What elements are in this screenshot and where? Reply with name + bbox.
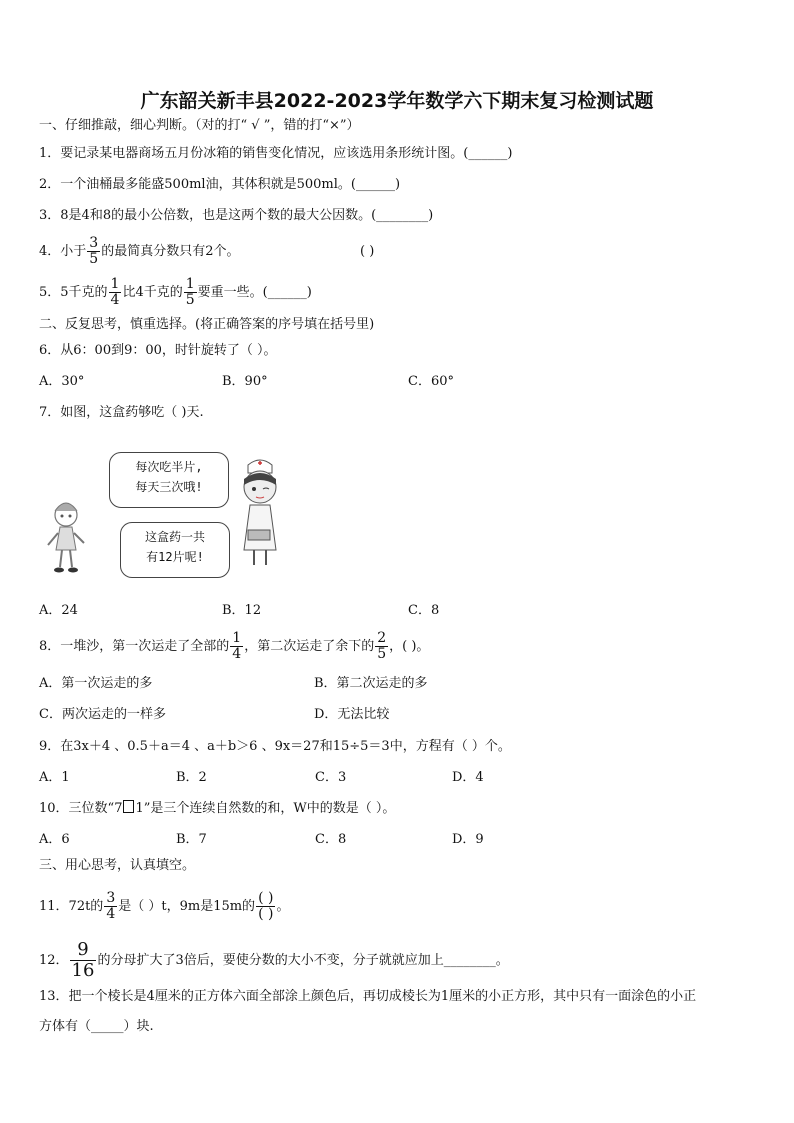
section-1-heading: 一、仔细推敲，细心判断。（对的打“ √ ”，错的打“×”） <box>39 118 360 133</box>
q6-option-b: B．90° <box>222 374 268 389</box>
q5-text-b: 比4千克的 <box>122 285 183 300</box>
q8-option-a: A．第一次运走的多 <box>39 676 153 691</box>
q6-option-c: C．60° <box>408 374 454 389</box>
nurse-figure <box>230 455 290 570</box>
question-4 <box>39 234 239 270</box>
q11-fraction-blank: $\frac{( )}{( )}$ <box>258 890 274 922</box>
q4-text-b: 的最简真分数只有2个。 <box>101 244 240 259</box>
q8-text-b: ，第二次运走了余下的 <box>244 639 375 654</box>
q7-option-c: C．8 <box>408 603 440 618</box>
q4-answer-blank: ( ) <box>360 244 375 259</box>
bubble1-line1: 每次吃半片, <box>135 460 203 474</box>
speech-bubble-child <box>120 522 230 578</box>
question-11 <box>39 889 289 925</box>
q7-option-b: B．12 <box>222 603 262 618</box>
bubble2-line2: 有12片呢! <box>146 550 204 564</box>
q10-option-b: B．7 <box>176 832 207 847</box>
q10-option-c: C．8 <box>315 832 347 847</box>
q5-fraction-1: $\frac{1}{4}$ <box>110 276 120 308</box>
question-10 <box>39 800 395 818</box>
q9-option-a: A．1 <box>39 770 70 785</box>
q11-text-a: 11．72t的 <box>39 899 104 914</box>
q10-option-a: A．6 <box>39 832 70 847</box>
q8-option-c: C．两次运走的一样多 <box>39 707 166 722</box>
question-3: 3．8是4和8的最小公倍数，也是这两个数的最大公因数。(________) <box>39 208 434 223</box>
question-9: 9．在3x＋4 、0.5＋a＝4 、a＋b＞6 、9x＝27和15÷5＝3中，方程有（ ）个。 <box>39 739 511 754</box>
section-3-heading: 三、用心思考，认真填空。 <box>39 858 196 873</box>
q10-text-a: 10．三位数“7 <box>39 801 123 816</box>
q9-option-b: B．2 <box>176 770 207 785</box>
question-1: 1．要记录某电器商场五月份冰箱的销售变化情况，应该选用条形统计图。(______) <box>39 146 513 161</box>
child-figure <box>40 455 100 580</box>
q12-fraction: $\frac{9}{16}$ <box>71 939 95 981</box>
bubble1-line2: 每天三次哦! <box>135 480 203 494</box>
q11-text-c: 。 <box>276 899 290 914</box>
q10-option-d: D．9 <box>452 832 484 847</box>
q8-fraction-2: $\frac{2}{5}$ <box>377 630 387 662</box>
q11-text-b: 是（ ）t，9m是15m的 <box>118 899 256 914</box>
q4-fraction: $\frac{3}{5}$ <box>89 235 99 267</box>
q8-option-b: B．第二次运走的多 <box>314 676 428 691</box>
page-title: 广东韶关新丰县2022-2023学年数学六下期末复习检测试题 <box>140 90 654 112</box>
q7-option-a: A．24 <box>39 603 78 618</box>
q5-text-c: 要重一些。(______) <box>197 285 312 300</box>
bubble2-line1: 这盒药一共 <box>144 530 205 544</box>
q4-text-a: 4．小于 <box>39 244 87 259</box>
q9-option-c: C．3 <box>315 770 347 785</box>
speech-bubble-nurse <box>109 452 229 508</box>
q6-option-a: A．30° <box>39 374 85 389</box>
question-8 <box>39 629 429 665</box>
q8-fraction-1: $\frac{1}{4}$ <box>232 630 242 662</box>
q12-text-b: 的分母扩大了3倍后，要使分数的大小不变，分子就就应加上________。 <box>97 953 509 968</box>
question-13-line2: 方体有（_____）块. <box>39 1019 154 1034</box>
q8-option-d: D．无法比较 <box>314 707 390 722</box>
q9-option-d: D．4 <box>452 770 484 785</box>
q11-fraction-1: $\frac{3}{4}$ <box>106 890 116 922</box>
q8-text-a: 8．一堆沙，第一次运走了全部的 <box>39 639 230 654</box>
question-6: 6．从6：00到9：00，时针旋转了（ ）。 <box>39 343 277 358</box>
question-12 <box>39 940 509 981</box>
section-2-heading: 二、反复思考，慎重选择。(将正确答案的序号填在括号里) <box>39 317 375 332</box>
blank-square-icon <box>123 800 134 813</box>
q5-text-a: 5．5千克的 <box>39 285 108 300</box>
question-2: 2．一个油桶最多能盛500ml油，其体积就是500ml。(______) <box>39 177 401 192</box>
q5-fraction-2: $\frac{1}{5}$ <box>185 276 195 308</box>
question-13-line1: 13．把一个棱长是4厘米的正方体六面全部涂上颜色后，再切成棱长为1厘米的小正方形，其中只有一面涂色的小正 <box>39 989 697 1004</box>
q8-text-c: ，( )。 <box>389 639 430 654</box>
question-7: 7．如图，这盒药够吃（ )天. <box>39 405 204 420</box>
q12-text-a: 12． <box>39 953 69 968</box>
question-5 <box>39 275 312 311</box>
q10-text-b: 1”是三个连续自然数的和，W中的数是（ ）。 <box>135 801 396 816</box>
